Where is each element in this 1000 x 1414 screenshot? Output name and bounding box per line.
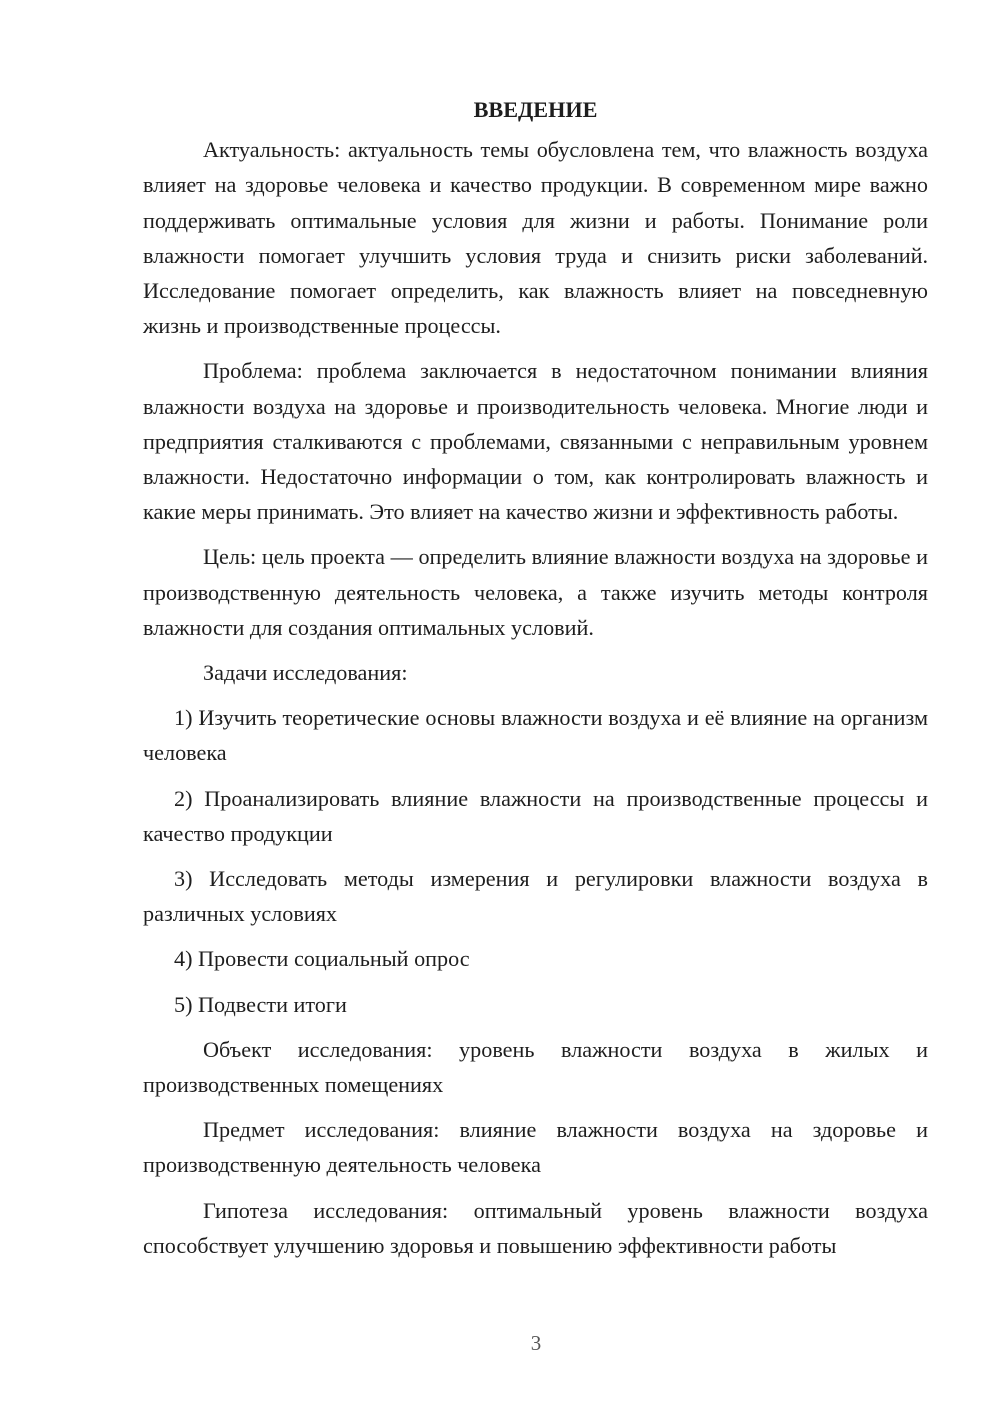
paragraph-goal: Цель: цель проекта — определить влияние влажности воздуха на здоровье и производственную деятельность человека, а также изучить методы контроля влажности для создания оптимальных условий. <box>143 544 928 640</box>
paragraph-hypothesis: Гипотеза исследования: оптимальный уровень влажности воздуха способствует улучшению здоровья и повышению эффективности работы <box>143 1197 928 1258</box>
task-item-5: 5) Подвести итоги <box>174 991 347 1017</box>
paragraph-relevance: Актуальность: актуальность темы обусловлена тем, что влажность воздуха влияет на здоровье человека и качество продукции. В современном мире важно поддерживать оптимальные условия для жизни и работы. Понимание роли влажности помогает улучшить условия труда и снизить риски заболеваний. Исследование помогает определить, как влажность влияет на повседневную жизнь и производственные процессы. <box>143 137 928 339</box>
paragraph-problem: Проблема: проблема заключается в недостаточном понимании влияния влажности воздуха на здоровье и производительность человека. Многие люди и предприятия сталкиваются с проблемами, связанными с неправильным уровнем влажности. Недостаточно информации о том, как контролировать влажность и какие меры принимать. Это влияет на качество жизни и эффективность работы. <box>143 358 928 525</box>
page-number: 3 <box>530 1331 542 1355</box>
task-item-4: 4) Провести социальный опрос <box>174 946 470 972</box>
page-content <box>143 92 928 1273</box>
paragraph-object: Объект исследования: уровень влажности воздуха в жилых и производственных помещениях <box>143 1036 928 1098</box>
paragraph-subject: Предмет исследования: влияние влажности воздуха на здоровье и производственную деятельность человека <box>143 1117 928 1178</box>
task-item-2: 2) Проанализировать влияние влажности на производственные процессы и качество продукции <box>143 785 928 846</box>
task-item-1: 1) Изучить теоретические основы влажности воздуха и её влияние на организм человека <box>143 705 928 766</box>
task-item-3: 3) Исследовать методы измерения и регулировки влажности воздуха в различных условиях <box>143 866 928 927</box>
section-title: ВВЕДЕНИЕ <box>473 97 598 122</box>
paragraph-tasks-heading: Задачи исследования: <box>203 660 408 686</box>
